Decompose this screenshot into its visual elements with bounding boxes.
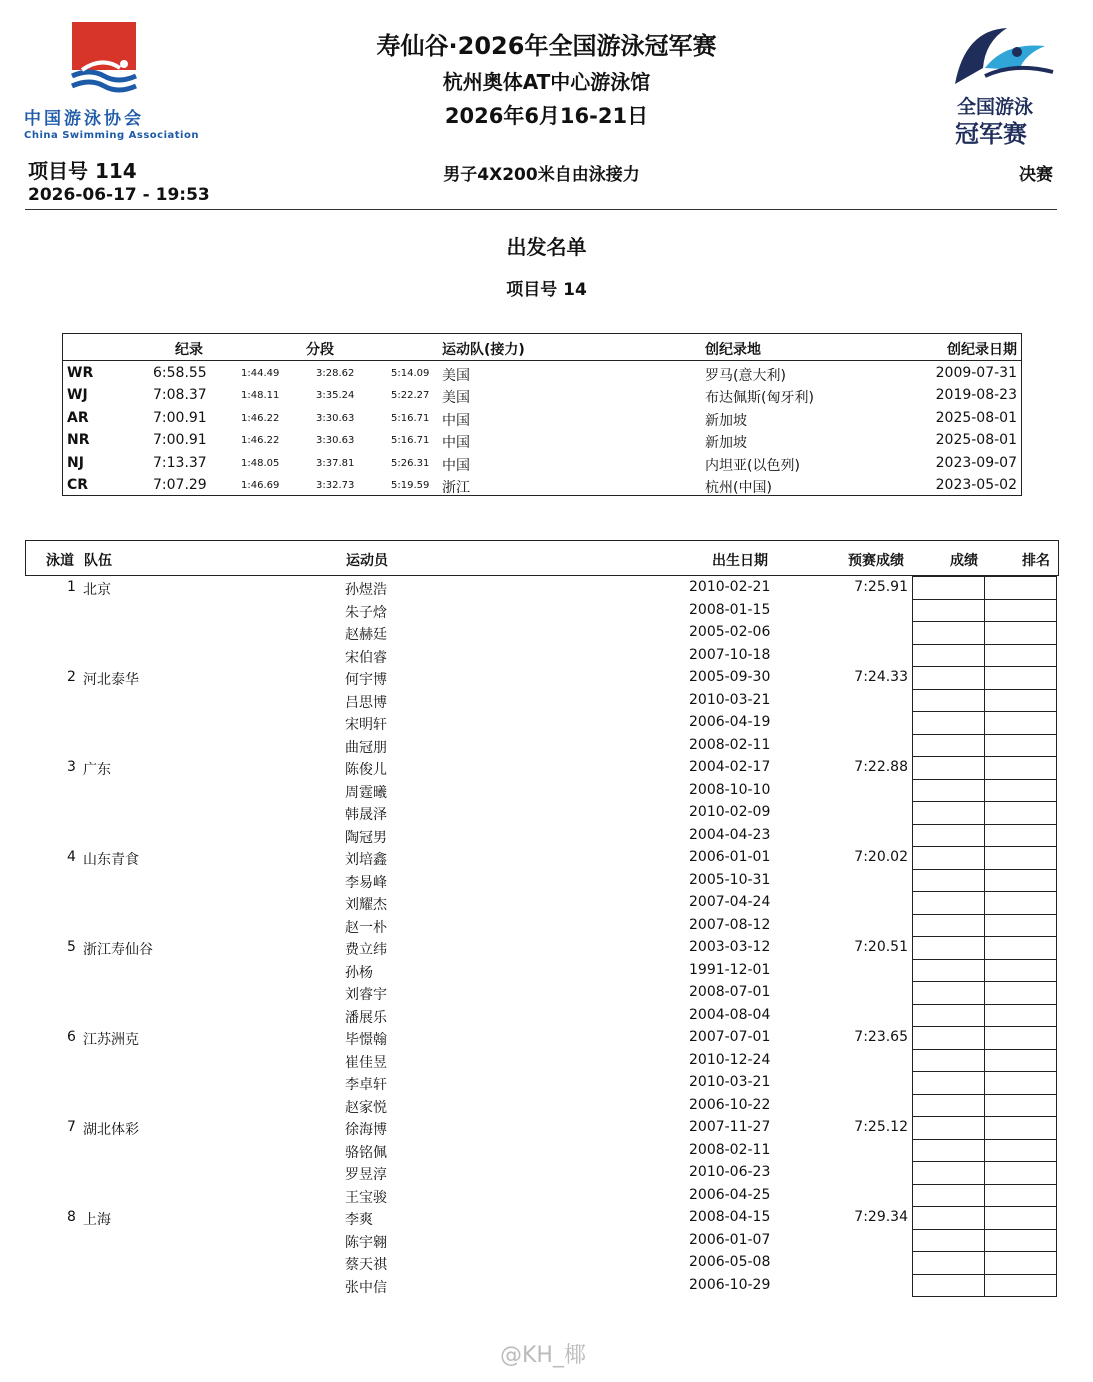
entry-row: [25, 666, 1057, 689]
entry-row: [25, 1026, 1057, 1049]
athlete-name: 罗昱淳: [345, 1167, 387, 1183]
entry-row: [25, 1229, 1057, 1252]
athlete-dob: 1991-12-01: [689, 961, 771, 978]
athlete-dob: 2007-04-24: [689, 894, 771, 910]
athlete-name: 陶冠男: [345, 829, 387, 846]
record-s2: 3:30.63: [316, 412, 355, 424]
athlete-dob: 2007-11-27: [689, 1119, 771, 1135]
lane-number: 3: [67, 759, 76, 775]
team-name: 湖北体彩: [83, 1122, 139, 1138]
seed-time: 7:20.51: [854, 939, 908, 955]
rank-box[interactable]: [984, 1049, 1057, 1073]
result-box[interactable]: [912, 734, 985, 758]
result-box[interactable]: [912, 576, 985, 600]
athlete-dob: 2006-04-25: [689, 1186, 771, 1203]
team-name: 山东青食: [83, 852, 139, 868]
entry-row: [25, 1116, 1057, 1139]
result-box[interactable]: [912, 1026, 985, 1050]
entry-row: [25, 576, 1057, 599]
record-s2: 3:32.73: [316, 480, 355, 491]
result-box[interactable]: [912, 666, 985, 690]
rank-box[interactable]: [984, 576, 1057, 600]
rank-box[interactable]: [984, 689, 1057, 713]
rank-box[interactable]: [984, 666, 1057, 690]
athlete-name: 刘睿宇: [345, 987, 387, 1003]
record-time: 6:58.55: [153, 365, 207, 381]
record-time: 7:00.91: [153, 409, 207, 426]
record-place: 罗马(意大利): [705, 368, 786, 384]
rank-box[interactable]: [984, 1026, 1057, 1050]
result-box[interactable]: [912, 824, 985, 848]
athlete-name: 何宇博: [345, 672, 387, 688]
athlete-name: 费立纬: [345, 942, 387, 958]
athlete-dob: 2008-04-15: [689, 1209, 771, 1225]
team-name: 浙江寿仙谷: [83, 942, 153, 958]
athlete-dob: 2007-07-01: [689, 1029, 771, 1045]
result-box[interactable]: [912, 1206, 985, 1230]
athlete-name: 赵一朴: [345, 919, 387, 936]
athlete-dob: 2010-02-09: [689, 804, 771, 820]
rank-box[interactable]: [984, 711, 1057, 735]
team-name: 河北泰华: [83, 672, 139, 688]
athlete-dob: 2005-02-06: [689, 624, 771, 640]
event-datetime: 2026-06-17 - 19:53: [28, 185, 210, 205]
record-code: NJ: [67, 454, 84, 471]
result-box[interactable]: [912, 914, 985, 938]
result-box[interactable]: [912, 644, 985, 668]
result-box[interactable]: [912, 869, 985, 893]
lane-number: 1: [67, 579, 76, 595]
entry-row: [25, 779, 1057, 802]
athlete-name: 赵家悦: [345, 1099, 387, 1116]
record-date: 2023-09-07: [935, 454, 1017, 471]
entry-row: [25, 824, 1057, 847]
athlete-name: 毕憬翰: [345, 1032, 387, 1048]
record-date: 2025-08-01: [935, 409, 1017, 426]
seed-time: 7:29.34: [854, 1209, 908, 1225]
rank-box[interactable]: [984, 1184, 1057, 1208]
entries-header-rank: 排名: [1022, 553, 1050, 569]
entry-row: [25, 1071, 1057, 1094]
athlete-dob: 2008-07-01: [689, 984, 771, 1000]
rank-box[interactable]: [984, 756, 1057, 780]
athlete-dob: 2005-10-31: [689, 871, 771, 888]
athlete-name: 刘耀杰: [345, 897, 387, 913]
record-s1: 1:48.11: [241, 390, 280, 402]
athlete-dob: 2007-10-18: [689, 646, 771, 663]
records-table: [62, 333, 1022, 496]
athlete-dob: 2006-10-22: [689, 1096, 771, 1113]
entries-header-team: 队伍: [84, 553, 112, 569]
rank-box[interactable]: [984, 936, 1057, 960]
rank-box[interactable]: [984, 734, 1057, 758]
athlete-dob: 2008-01-15: [689, 601, 771, 618]
lane-number: 4: [67, 849, 76, 865]
record-s3: 5:14.09: [391, 368, 430, 379]
athlete-name: 陈俊儿: [345, 762, 387, 778]
rank-box[interactable]: [984, 1161, 1057, 1185]
athlete-dob: 2010-12-24: [689, 1051, 771, 1068]
result-box[interactable]: [912, 981, 985, 1005]
athlete-name: 吕思博: [345, 694, 387, 711]
entry-row: [25, 1004, 1057, 1027]
entry-row: [25, 689, 1057, 712]
records-header-place: 创纪录地: [705, 342, 761, 358]
athlete-dob: 2008-02-11: [689, 1141, 771, 1158]
result-box[interactable]: [912, 891, 985, 915]
rank-box[interactable]: [984, 959, 1057, 983]
record-s2: 3:30.63: [316, 435, 355, 447]
team-name: 江苏洲克: [83, 1032, 139, 1048]
header-divider: [25, 209, 1057, 210]
athlete-name: 陈宇翱: [345, 1234, 387, 1251]
seed-time: 7:22.88: [854, 759, 908, 775]
record-team: 中国: [442, 457, 470, 474]
event-name: 男子4X200米自由泳接力: [443, 165, 640, 185]
athlete-name: 宋伯睿: [345, 649, 387, 666]
result-box[interactable]: [912, 689, 985, 713]
athlete-name: 骆铭佩: [345, 1144, 387, 1161]
result-box[interactable]: [912, 959, 985, 983]
result-box[interactable]: [912, 599, 985, 623]
record-code: NR: [67, 432, 90, 449]
record-code: WJ: [67, 387, 88, 404]
record-row: [63, 430, 1021, 452]
entry-row: [25, 1161, 1057, 1184]
records-header-team: 运动队(接力): [442, 342, 525, 358]
record-time: 7:07.29: [153, 477, 207, 493]
athlete-name: 李爽: [345, 1212, 373, 1228]
entry-row: [25, 959, 1057, 982]
record-row: [63, 363, 1021, 385]
seed-time: 7:20.02: [854, 849, 908, 865]
lane-number: 5: [67, 939, 76, 955]
rank-box[interactable]: [984, 644, 1057, 668]
entries-header-row: [25, 540, 1059, 576]
meet-title: 寿仙谷·2026年全国游泳冠军赛: [376, 32, 717, 60]
records-header-row: [63, 334, 1021, 361]
result-box[interactable]: [912, 936, 985, 960]
lane-number: 8: [67, 1209, 76, 1225]
athlete-dob: 2005-09-30: [689, 669, 771, 685]
athlete-dob: 2004-02-17: [689, 759, 771, 775]
result-box[interactable]: [912, 621, 985, 645]
athlete-dob: 2006-04-19: [689, 714, 771, 730]
entry-row: [25, 1049, 1057, 1072]
record-code: CR: [67, 477, 89, 493]
record-place: 新加坡: [705, 435, 747, 452]
entry-row: [25, 599, 1057, 622]
event-number: 项目号 114: [28, 159, 137, 183]
record-place: 布达佩斯(匈牙利): [705, 390, 814, 407]
start-list-title: 出发名单: [506, 235, 587, 259]
meet-venue: 杭州奥体AT中心游泳馆: [442, 70, 651, 94]
record-s2: 3:28.62: [316, 368, 355, 379]
result-box[interactable]: [912, 711, 985, 735]
entry-row: [25, 891, 1057, 914]
record-place: 新加坡: [705, 412, 747, 429]
athlete-name: 朱子焓: [345, 604, 387, 621]
athlete-name: 李易峰: [345, 874, 387, 891]
watermark: @KH_椰: [500, 1343, 586, 1368]
rank-box[interactable]: [984, 1071, 1057, 1095]
athlete-name: 崔佳昱: [345, 1054, 387, 1071]
record-s2: 3:37.81: [316, 457, 355, 469]
result-box[interactable]: [912, 801, 985, 825]
athlete-dob: 2010-03-21: [689, 691, 771, 708]
rank-box[interactable]: [984, 1274, 1057, 1298]
entry-row: [25, 981, 1057, 1004]
rank-box[interactable]: [984, 599, 1057, 623]
lane-number: 6: [67, 1029, 76, 1045]
meet-dates: 2026年6月16-21日: [444, 104, 649, 128]
entry-row: [25, 711, 1057, 734]
result-box[interactable]: [912, 1184, 985, 1208]
record-s3: 5:22.27: [391, 390, 430, 402]
athlete-dob: 2008-02-11: [689, 736, 771, 753]
entry-row: [25, 1094, 1057, 1117]
rank-box[interactable]: [984, 1004, 1057, 1028]
athlete-name: 赵赫廷: [345, 627, 387, 643]
record-code: AR: [67, 409, 89, 426]
athlete-name: 蔡天祺: [345, 1257, 387, 1273]
seed-time: 7:23.65: [854, 1029, 908, 1045]
record-place: 杭州(中国): [705, 480, 772, 496]
record-time: 7:00.91: [153, 432, 207, 449]
athlete-dob: 2007-08-12: [689, 916, 771, 933]
logo-right-line2: 冠军赛: [955, 120, 1027, 148]
athlete-name: 曲冠朋: [345, 739, 387, 756]
record-s1: 1:48.05: [241, 457, 280, 469]
athlete-name: 王宝骏: [345, 1189, 387, 1206]
record-team: 浙江: [442, 480, 470, 496]
entry-row: [25, 734, 1057, 757]
result-box[interactable]: [912, 1004, 985, 1028]
result-box[interactable]: [912, 1071, 985, 1095]
athlete-name: 李卓轩: [345, 1077, 387, 1093]
entry-row: [25, 644, 1057, 667]
athlete-dob: 2006-01-07: [689, 1231, 771, 1248]
record-s1: 1:44.49: [241, 368, 280, 379]
logo-cn-text: 中国游泳协会: [24, 109, 144, 129]
record-row: [63, 385, 1021, 407]
result-box[interactable]: [912, 1274, 985, 1298]
records-header-date: 创纪录日期: [947, 342, 1017, 358]
athlete-name: 宋明轩: [345, 717, 387, 733]
result-box[interactable]: [912, 1094, 985, 1118]
athlete-name: 潘展乐: [345, 1009, 387, 1026]
athlete-dob: 2006-10-29: [689, 1276, 771, 1293]
records-header-record: 纪录: [175, 342, 203, 358]
athlete-dob: 2010-03-21: [689, 1074, 771, 1090]
entry-row: [25, 1206, 1057, 1229]
result-box[interactable]: [912, 1229, 985, 1253]
result-box[interactable]: [912, 779, 985, 803]
athlete-name: 韩晟泽: [345, 807, 387, 823]
entries-header-seed: 预赛成绩: [848, 553, 904, 569]
record-date: 2009-07-31: [935, 365, 1017, 381]
seed-time: 7:25.91: [854, 579, 908, 595]
rank-box[interactable]: [984, 914, 1057, 938]
rank-box[interactable]: [984, 1206, 1057, 1230]
result-box[interactable]: [912, 1049, 985, 1073]
record-team: 中国: [442, 435, 470, 452]
athlete-name: 孙杨: [345, 964, 373, 981]
athlete-dob: 2006-05-08: [689, 1254, 771, 1270]
athlete-dob: 2010-06-23: [689, 1164, 771, 1180]
entry-row: [25, 869, 1057, 892]
record-s3: 5:26.31: [391, 457, 430, 469]
record-row: [63, 475, 1021, 497]
athlete-dob: 2004-08-04: [689, 1006, 771, 1023]
record-place: 内坦亚(以色列): [705, 457, 800, 474]
result-box[interactable]: [912, 1116, 985, 1140]
records-header-splits: 分段: [306, 342, 334, 358]
record-s1: 1:46.22: [241, 412, 280, 424]
record-team: 美国: [442, 368, 470, 384]
seed-time: 7:24.33: [854, 669, 908, 685]
team-name: 北京: [83, 582, 111, 598]
record-team: 中国: [442, 412, 470, 429]
logo-right-line1: 全国游泳: [957, 96, 1034, 118]
record-team: 美国: [442, 390, 470, 407]
athlete-dob: 2003-03-12: [689, 939, 771, 955]
result-box[interactable]: [912, 846, 985, 870]
record-s3: 5:16.71: [391, 412, 430, 424]
result-box[interactable]: [912, 1251, 985, 1275]
rank-box[interactable]: [984, 779, 1057, 803]
record-time: 7:13.37: [153, 454, 207, 471]
record-row: [63, 453, 1021, 475]
entry-row: [25, 801, 1057, 824]
entries-header-athlete: 运动员: [346, 553, 388, 569]
entry-row: [25, 914, 1057, 937]
athlete-dob: 2004-04-23: [689, 826, 771, 843]
rank-box[interactable]: [984, 824, 1057, 848]
record-code: WR: [67, 365, 94, 381]
entry-row: [25, 1274, 1057, 1297]
result-box[interactable]: [912, 756, 985, 780]
lane-number: 7: [67, 1119, 76, 1135]
entry-row: [25, 1184, 1057, 1207]
team-name: 广东: [83, 762, 111, 778]
entry-row: [25, 846, 1057, 869]
entry-row: [25, 1251, 1057, 1274]
record-date: 2023-05-02: [935, 477, 1017, 493]
entry-row: [25, 756, 1057, 779]
rank-box[interactable]: [984, 1139, 1057, 1163]
athlete-name: 周霆曦: [345, 784, 387, 801]
athlete-dob: 2008-10-10: [689, 781, 771, 798]
record-s3: 5:19.59: [391, 480, 430, 491]
entries-header-dob: 出生日期: [712, 553, 768, 569]
record-date: 2025-08-01: [935, 432, 1017, 449]
team-name: 上海: [83, 1212, 111, 1228]
seed-time: 7:25.12: [854, 1119, 908, 1135]
record-s1: 1:46.22: [241, 435, 280, 447]
rank-box[interactable]: [984, 869, 1057, 893]
athlete-dob: 2010-02-21: [689, 579, 771, 595]
start-list-subtitle: 项目号 14: [506, 280, 587, 300]
rank-box[interactable]: [984, 1229, 1057, 1253]
result-box[interactable]: [912, 1139, 985, 1163]
record-s1: 1:46.69: [241, 480, 280, 491]
entries-header-lane: 泳道: [46, 553, 74, 569]
entry-row: [25, 936, 1057, 959]
entry-row: [25, 621, 1057, 644]
record-s2: 3:35.24: [316, 390, 355, 402]
record-row: [63, 408, 1021, 430]
rank-box[interactable]: [984, 1116, 1057, 1140]
rank-box[interactable]: [984, 621, 1057, 645]
rank-box[interactable]: [984, 1251, 1057, 1275]
athlete-name: 张中信: [345, 1279, 387, 1296]
athlete-name: 徐海博: [345, 1122, 387, 1138]
entries-header-result: 成绩: [950, 553, 978, 569]
rank-box[interactable]: [984, 846, 1057, 870]
record-date: 2019-08-23: [935, 387, 1017, 404]
record-s3: 5:16.71: [391, 435, 430, 447]
logo-en-text: China Swimming Association: [24, 130, 199, 141]
athlete-name: 刘培鑫: [345, 852, 387, 868]
rank-box[interactable]: [984, 981, 1057, 1005]
lane-number: 2: [67, 669, 76, 685]
rank-box[interactable]: [984, 891, 1057, 915]
rank-box[interactable]: [984, 1094, 1057, 1118]
athlete-name: 孙煜浩: [345, 582, 387, 598]
event-stage: 决赛: [1019, 165, 1053, 185]
record-time: 7:08.37: [153, 387, 207, 404]
entry-row: [25, 1139, 1057, 1162]
result-box[interactable]: [912, 1161, 985, 1185]
rank-box[interactable]: [984, 801, 1057, 825]
athlete-dob: 2006-01-01: [689, 849, 771, 865]
